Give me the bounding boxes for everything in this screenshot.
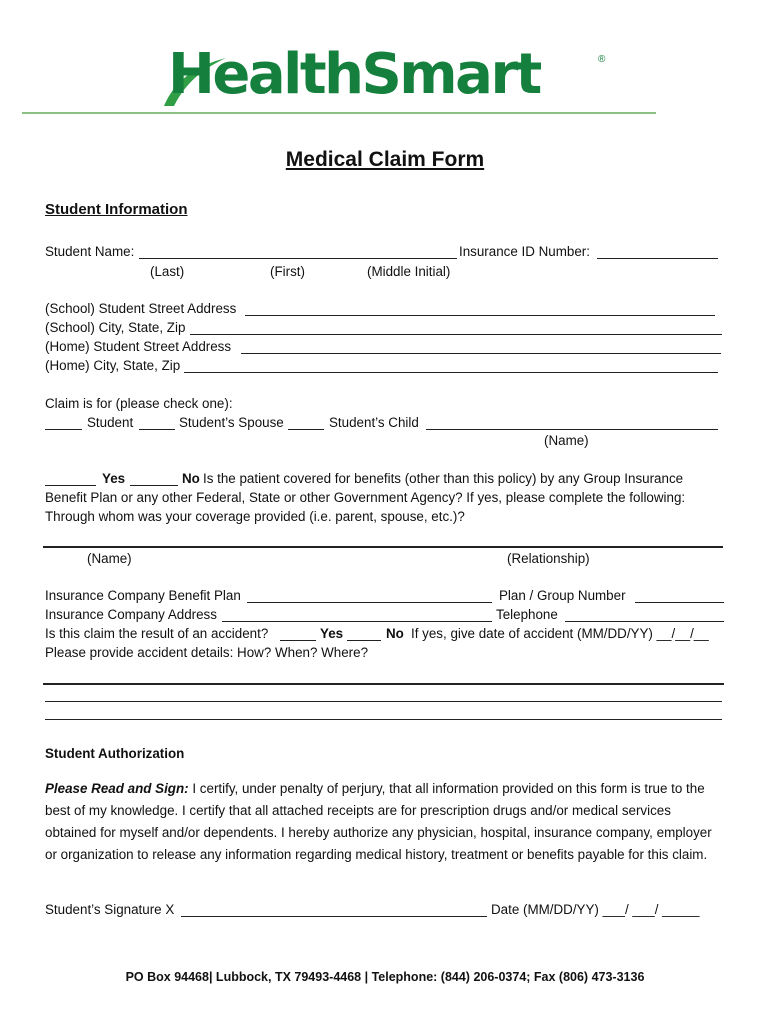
accident-yes-label: Yes [320,626,344,641]
accident-no-field[interactable] [347,640,381,641]
date-label: Date (MM/DD/YY) ___/ ___/ _____ [491,902,700,917]
caption-last: (Last) [150,264,185,279]
student-info-heading: Student Information [45,201,188,218]
coverage-no-label: No [182,471,200,486]
logo-text: HealthSmart [168,42,540,107]
student-check-field[interactable] [45,429,82,430]
claim-student-label: Student [87,415,134,430]
accident-details-label: Please provide accident details: How? When? Where? [45,645,369,660]
spouse-check-field[interactable] [139,429,175,430]
school-city-field[interactable] [190,334,722,335]
accident-yes-field[interactable] [280,640,316,641]
child-name-caption: (Name) [544,433,589,448]
telephone-field[interactable] [565,621,724,622]
accident-date-label: If yes, give date of accident (MM/DD/YY) __/__/__ [411,626,709,641]
accident-details-field-2[interactable] [45,701,722,702]
company-plan-label: Insurance Company Benefit Plan [45,588,241,603]
claim-for-prompt: Claim is for (please check one): [45,396,233,411]
authorization-lead: Please Read and Sign: [45,781,189,796]
signature-field[interactable] [181,916,487,917]
header-rule [22,112,656,114]
accident-no-label: No [386,626,404,641]
coverage-yes-field[interactable] [45,485,96,486]
insurance-id-field[interactable] [597,258,718,259]
coverage-question-line-1: Is the patient covered for benefits (other than this policy) by any Group Insurance [203,471,684,486]
company-address-label: Insurance Company Address [45,607,217,622]
company-address-field[interactable] [222,621,492,622]
home-city-field[interactable] [184,372,718,373]
logo-registered-mark: ® [598,54,606,65]
insurance-id-label: Insurance ID Number: [459,244,590,259]
coverage-provider-field[interactable] [43,546,723,548]
school-street-field[interactable] [245,315,715,316]
coverage-name-caption: (Name) [87,551,132,566]
authorization-text-block [45,778,725,866]
footer-contact: PO Box 94468| Lubbock, TX 79493-4468 | Telephone: (844) 206-0374; Fax (806) 473-3136 [125,970,645,984]
coverage-question-line-2: Benefit Plan or any other Federal, State or other Government Agency? If yes, please complete the following: [45,490,686,505]
telephone-label: Telephone [496,607,558,622]
healthsmart-logo [150,40,620,110]
plan-group-field[interactable] [635,602,724,603]
home-street-label: (Home) Student Street Address [45,339,232,354]
student-name-label: Student Name: [45,244,135,259]
school-street-label: (School) Student Street Address [45,301,237,316]
claim-child-label: Student’s Child [329,415,419,430]
company-plan-field[interactable] [247,602,492,603]
coverage-yes-label: Yes [102,471,126,486]
student-name-field[interactable] [139,258,457,259]
caption-middle-initial: (Middle Initial) [367,264,451,279]
authorization-text: I certify, under penalty of perjury, that all information provided on this form is true to the best of my knowledge. I certify that all attached receipts are for prescription drugs and/or medical services obtained for myself and/or dependents. I hereby authorize any physician, hospital, insurance company, employer or organization to release any information regarding medical history, treatment or benefits payable for this claim. [45,781,712,862]
accident-details-field-3[interactable] [45,719,722,720]
authorization-heading: Student Authorization [45,746,185,761]
home-city-label: (Home) City, State, Zip [45,358,181,373]
caption-first: (First) [270,264,305,279]
form-title: Medical Claim Form [285,148,485,171]
child-check-field[interactable] [288,429,324,430]
accident-details-field-1[interactable] [43,683,724,685]
claim-spouse-label: Student’s Spouse [179,415,284,430]
plan-group-label: Plan / Group Number [499,588,626,603]
child-name-field[interactable] [426,429,718,430]
coverage-question-line-3: Through whom was your coverage provided (i.e. parent, spouse, etc.)? [45,509,465,524]
home-street-field[interactable] [241,353,721,354]
school-city-label: (School) City, State, Zip [45,320,186,335]
coverage-relationship-caption: (Relationship) [507,551,590,566]
signature-label: Student’s Signature X [45,902,175,917]
coverage-no-field[interactable] [130,485,178,486]
accident-question-label: Is this claim the result of an accident? [45,626,269,641]
